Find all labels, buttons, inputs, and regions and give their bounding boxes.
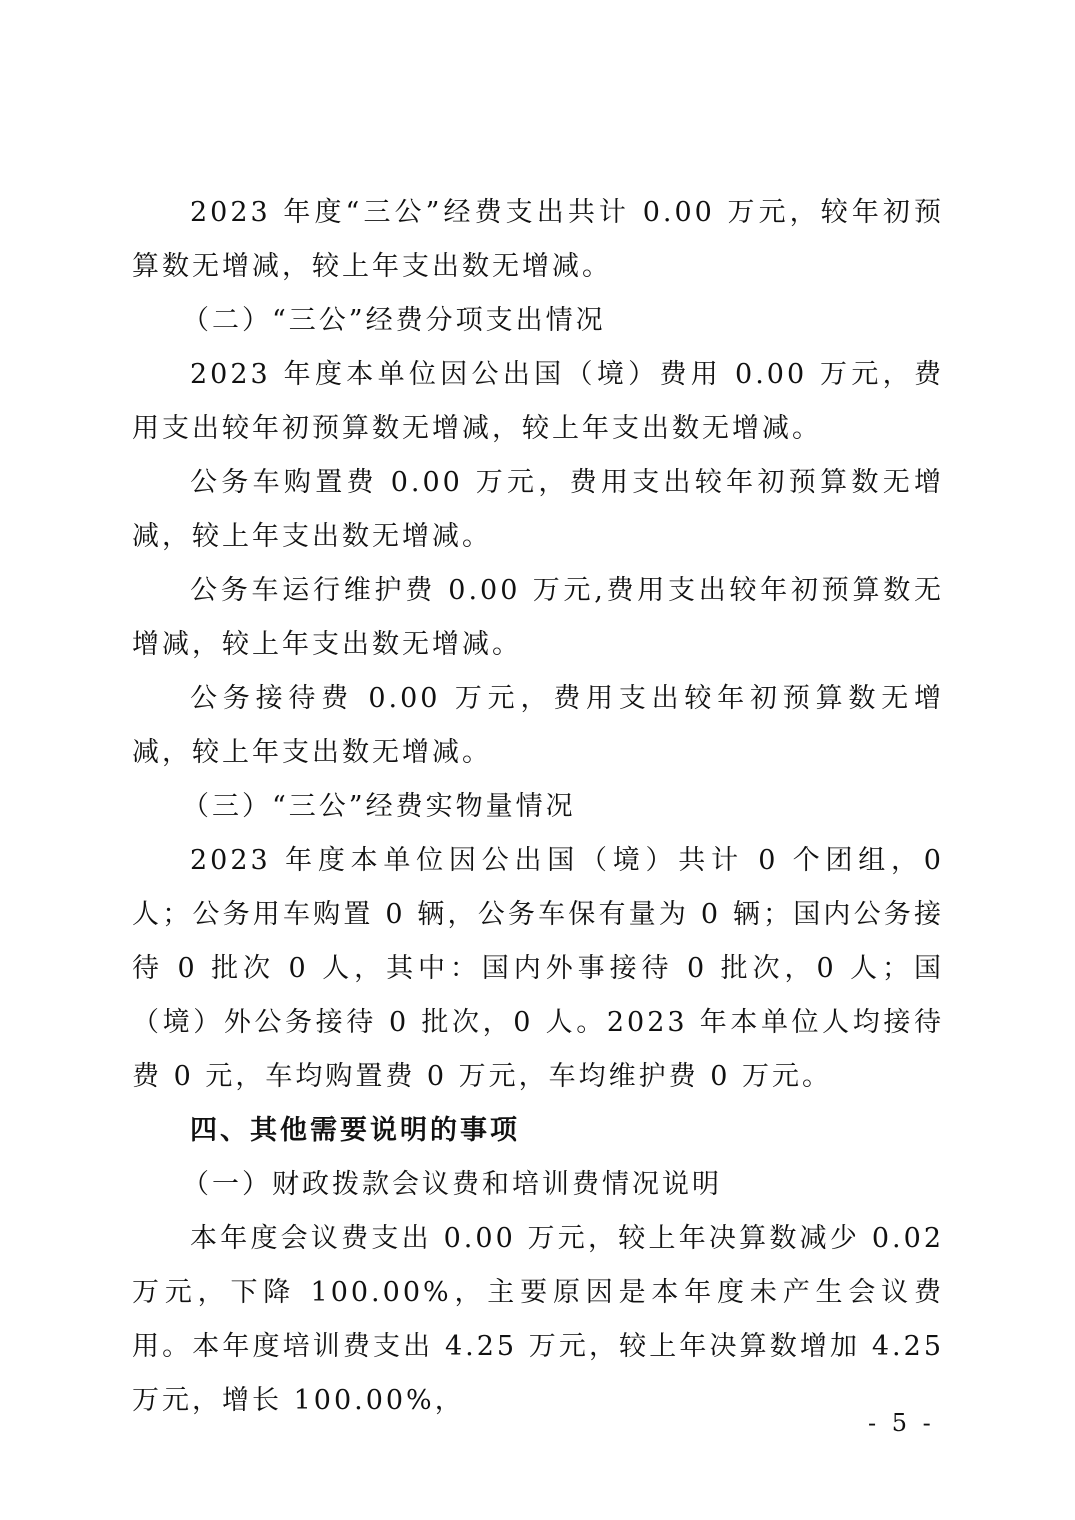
paragraph-total-expenditure: 2023 年度“三公”经费支出共计 0.00 万元，较年初预算数无增减，较上年支出数无增减。 — [132, 197, 944, 282]
subheading-physical-quantity: （三）“三公”经费实物量情况 — [182, 791, 576, 822]
paragraph-overseas-travel: 2023 年度本单位因公出国（境）费用 0.00 万元，费用支出较年初预算数无增减，较上年支出数无增减。 — [132, 359, 944, 444]
paragraph-vehicle-purchase: 公务车购置费 0.00 万元，费用支出较年初预算数无增减，较上年支出数无增减。 — [132, 467, 944, 552]
subheading-itemized-expenditure: （二）“三公”经费分项支出情况 — [182, 305, 606, 336]
paragraph-physical-quantity-details: 2023 年度本单位因公出国（境）共计 0 个团组，0 人；公务用车购置 0 辆，公务车保有量为 0 辆；国内公务接待 0 批次 0 人，其中：国内外事接待 0 批次，0 人；国（境）外公务接待 0 批次，0 人。2023 年本单位人均接待费 0 元，车均购置费 0 万元，车均维护费 0 万元。 — [132, 845, 944, 1092]
document-body — [132, 186, 944, 1428]
section-heading-other-matters: 四、其他需要说明的事项 — [190, 1115, 520, 1146]
paragraph-vehicle-maintenance: 公务车运行维护费 0.00 万元,费用支出较年初预算数无增减，较上年支出数无增减。 — [132, 575, 944, 660]
page-number: - 5 - — [868, 1409, 935, 1437]
paragraph-meeting-training-details: 本年度会议费支出 0.00 万元，较上年决算数减少 0.02 万元，下降 100.00%，主要原因是本年度未产生会议费用。本年度培训费支出 4.25 万元，较上年决算数增加 4.25 万元，增长 100.00%， — [132, 1223, 944, 1416]
subheading-meeting-training: （一）财政拨款会议费和培训费情况说明 — [182, 1169, 722, 1200]
paragraph-reception: 公务接待费 0.00 万元，费用支出较年初预算数无增减，较上年支出数无增减。 — [132, 683, 944, 768]
